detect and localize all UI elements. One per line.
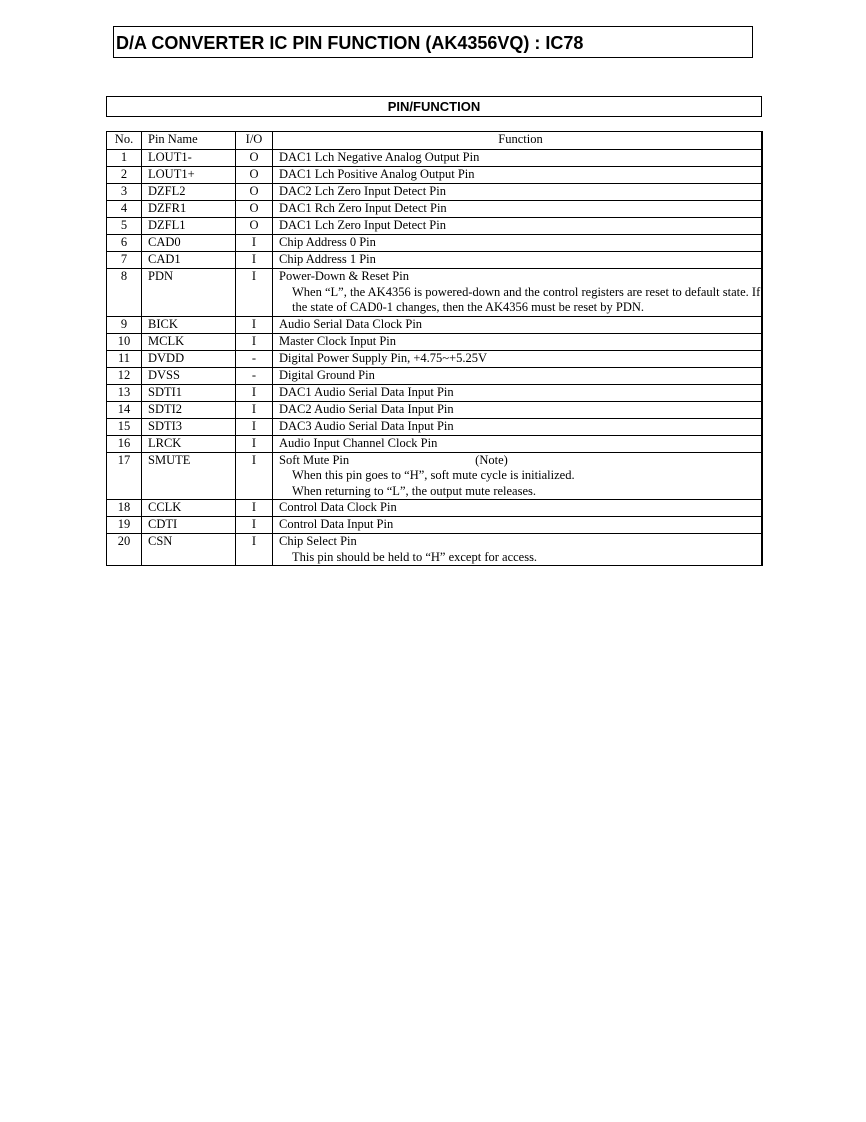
pin-function-cell (273, 316, 763, 333)
pin-function-cell (273, 252, 763, 269)
pin-io: O (236, 167, 273, 184)
pin-note-tag: (Note) (475, 452, 508, 467)
pin-name: DZFR1 (142, 201, 236, 218)
table-row (107, 350, 763, 367)
table-header-row (107, 132, 763, 150)
table-row (107, 534, 763, 566)
table-row (107, 384, 763, 401)
pin-function: Audio Input Channel Clock Pin (279, 435, 438, 450)
table-row (107, 452, 763, 500)
pin-function: Digital Power Supply Pin, +4.75~+5.25V (279, 350, 488, 365)
pin-number: 5 (107, 218, 142, 235)
pin-name: SDTI3 (142, 418, 236, 435)
table-row (107, 418, 763, 435)
pin-number: 4 (107, 201, 142, 218)
table-body (107, 150, 763, 566)
pin-function-cell (273, 150, 763, 167)
pin-function: Power-Down & Reset Pin (279, 269, 409, 283)
pin-function-cell (273, 367, 763, 384)
pin-number: 10 (107, 333, 142, 350)
pin-function: Control Data Input Pin (279, 517, 394, 531)
table-row (107, 201, 763, 218)
pin-function: Soft Mute Pin (279, 452, 350, 467)
pin-name: DVDD (142, 350, 236, 367)
pin-number: 12 (107, 367, 142, 384)
header-pin-name: Pin Name (142, 132, 236, 150)
pin-name: CCLK (142, 500, 236, 517)
pin-io: I (236, 235, 273, 252)
pin-number: 17 (107, 452, 142, 500)
pin-io: I (236, 534, 273, 566)
pin-io: I (236, 435, 273, 452)
pin-function: DAC1 Lch Zero Input Detect Pin (279, 218, 446, 232)
pin-number: 14 (107, 401, 142, 418)
pin-name: PDN (142, 269, 236, 317)
pin-number: 15 (107, 418, 142, 435)
pin-function: DAC1 Lch Negative Analog Output Pin (279, 150, 480, 164)
pin-number: 11 (107, 350, 142, 367)
pin-io: I (236, 500, 273, 517)
pin-name: CAD1 (142, 252, 236, 269)
pin-name: LOUT1- (142, 150, 236, 167)
pin-name: SDTI1 (142, 384, 236, 401)
pin-name: LRCK (142, 435, 236, 452)
pin-function: Chip Address 0 Pin (279, 235, 376, 249)
table-row (107, 252, 763, 269)
pin-io: O (236, 150, 273, 167)
pin-function-cell (273, 384, 763, 401)
table-row (107, 269, 763, 317)
pin-function-note: When this pin goes to “H”, soft mute cycle is initialized. (292, 468, 575, 482)
table-row (107, 235, 763, 252)
pin-number: 7 (107, 252, 142, 269)
pin-io: I (236, 418, 273, 435)
pin-function-cell (273, 517, 763, 534)
pin-name: MCLK (142, 333, 236, 350)
pin-function: Digital Ground Pin (279, 367, 375, 382)
pin-number: 3 (107, 184, 142, 201)
pin-io: I (236, 517, 273, 534)
pin-number: 16 (107, 435, 142, 452)
table-row (107, 167, 763, 184)
pin-function-cell (273, 452, 763, 500)
table-row (107, 435, 763, 452)
pin-io: O (236, 218, 273, 235)
table-row (107, 517, 763, 534)
pin-function-cell (273, 418, 763, 435)
pin-name: DZFL2 (142, 184, 236, 201)
table-row (107, 184, 763, 201)
pin-function: DAC3 Audio Serial Data Input Pin (279, 418, 454, 433)
pin-function-cell (273, 269, 763, 317)
pin-name: CSN (142, 534, 236, 566)
pin-function: Control Data Clock Pin (279, 500, 397, 514)
section-header: PIN/FUNCTION (106, 96, 762, 117)
table-row (107, 150, 763, 167)
pin-function-cell (273, 184, 763, 201)
pin-function: Chip Address 1 Pin (279, 252, 376, 266)
pin-function-cell (273, 534, 763, 566)
pin-name: CAD0 (142, 235, 236, 252)
pin-number: 19 (107, 517, 142, 534)
pin-function: DAC2 Lch Zero Input Detect Pin (279, 184, 446, 198)
header-no: No. (107, 132, 142, 150)
pin-function-cell (273, 235, 763, 252)
pin-function: Chip Select Pin (279, 534, 357, 548)
pin-io: O (236, 184, 273, 201)
table-row (107, 333, 763, 350)
pin-function: DAC1 Lch Positive Analog Output Pin (279, 167, 475, 181)
pin-io: I (236, 269, 273, 317)
pin-number: 18 (107, 500, 142, 517)
pin-function: DAC1 Audio Serial Data Input Pin (279, 384, 454, 399)
pin-function-note: This pin should be held to “H” except for access. (292, 549, 538, 564)
pin-function-cell (273, 218, 763, 235)
pin-function-cell (273, 167, 763, 184)
table-row (107, 367, 763, 384)
pin-name: BICK (142, 316, 236, 333)
pin-number: 13 (107, 384, 142, 401)
pin-function-cell (273, 333, 763, 350)
pin-function-cell (273, 435, 763, 452)
pin-number: 20 (107, 534, 142, 566)
pin-name: CDTI (142, 517, 236, 534)
pin-io: O (236, 201, 273, 218)
pin-function-table (106, 131, 763, 566)
pin-name: SMUTE (142, 452, 236, 500)
pin-number: 6 (107, 235, 142, 252)
table-row (107, 500, 763, 517)
table-row (107, 401, 763, 418)
pin-function-cell (273, 500, 763, 517)
pin-function: DAC1 Rch Zero Input Detect Pin (279, 201, 447, 215)
pin-function: Master Clock Input Pin (279, 333, 397, 348)
pin-function-cell (273, 350, 763, 367)
pin-name: DZFL1 (142, 218, 236, 235)
pin-io: I (236, 452, 273, 500)
pin-function-note: When returning to “L”, the output mute releases. (292, 483, 537, 498)
pin-function-cell (273, 401, 763, 418)
pin-name: DVSS (142, 367, 236, 384)
pin-name: LOUT1+ (142, 167, 236, 184)
pin-function: Audio Serial Data Clock Pin (279, 316, 423, 331)
pin-io: - (236, 367, 273, 384)
pin-function: DAC2 Audio Serial Data Input Pin (279, 401, 454, 416)
pin-function-cell (273, 201, 763, 218)
table-row (107, 218, 763, 235)
pin-io: I (236, 252, 273, 269)
pin-number: 9 (107, 316, 142, 333)
header-io: I/O (236, 132, 273, 150)
pin-io: I (236, 316, 273, 333)
pin-io: I (236, 401, 273, 418)
pin-number: 8 (107, 269, 142, 317)
pin-io: - (236, 350, 273, 367)
pin-number: 1 (107, 150, 142, 167)
pin-io: I (236, 384, 273, 401)
pin-number: 2 (107, 167, 142, 184)
table-row (107, 316, 763, 333)
pin-io: I (236, 333, 273, 350)
pin-name: SDTI2 (142, 401, 236, 418)
pin-function-note: When “L”, the AK4356 is powered-down and the control registers are reset to default state. If the state of CAD0-1 changes, then the AK4356 must be reset by PDN. (292, 284, 761, 314)
document-title: D/A CONVERTER IC PIN FUNCTION (AK4356VQ) : IC78 (113, 26, 753, 58)
header-function: Function (273, 132, 763, 150)
